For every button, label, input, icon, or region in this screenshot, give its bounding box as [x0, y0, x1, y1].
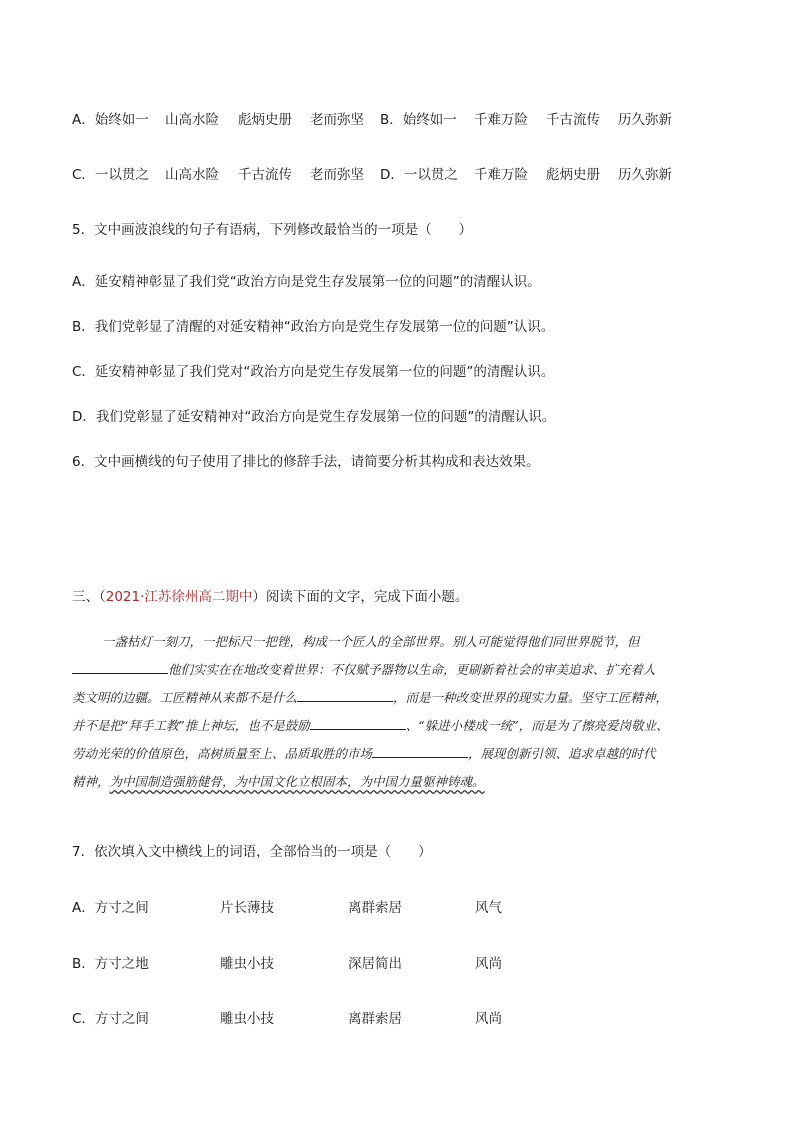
passage-text-6a: 精神，	[72, 774, 110, 789]
passage-line-3	[72, 688, 668, 706]
blank-2[interactable]	[297, 689, 393, 702]
q4-option-d-word3: 彪炳史册	[546, 167, 600, 183]
passage-text-2: 他们实实在在地改变着世界：不仅赋予器物以生命，更刷新着社会的审美追求、扩充着人	[168, 662, 656, 677]
passage-line-1	[102, 632, 640, 650]
passage-text-5a: 劳动光荣的价值原色，高树质量至上、品质取胜的市场	[72, 746, 373, 761]
q4-option-a-word4: 老而弥坚	[310, 112, 364, 128]
passage-text-3a: 类文明的边疆。工匠精神从来都不是什么	[72, 690, 298, 705]
blank-4[interactable]	[372, 745, 468, 758]
q5-stem: 5．文中画波浪线的句子有语病，下列修改最恰当的一项是（ ）	[72, 222, 473, 238]
passage-line-2	[72, 660, 656, 678]
passage-text-4b: 、“躲进小楼成一统”，而是为了擦亮爱岗敬业、	[405, 718, 669, 733]
q7-option-c-word4: 风尚	[475, 1011, 502, 1027]
passage-line-5	[72, 744, 656, 762]
q4-option-c-label: C．一以贯之	[72, 167, 149, 183]
q4-option-a-label: A．始终如一	[72, 112, 149, 128]
q7-option-b-label: B．方寸之地	[72, 956, 149, 972]
section3-heading	[72, 585, 468, 605]
q7-option-c-label: C．方寸之间	[72, 1011, 149, 1027]
passage-text-1: 一盏枯灯一刻刀，一把标尺一把锉，构成一个匠人的全部世界。别人可能觉得他们同世界脱节，但	[102, 634, 640, 649]
q5-option-d: D．我们党彰显了延安精神对“政治方向是党生存发展第一位的问题”的清醒认识。	[72, 409, 556, 425]
q4-option-b-word4: 历久弥新	[618, 112, 672, 128]
section3-prefix: 三、（	[72, 589, 106, 605]
q4-option-b-label: B．始终如一	[380, 112, 457, 128]
passage-line-6	[72, 772, 485, 790]
q4-option-a-word2: 山高水险	[165, 112, 219, 128]
passage-text-4a: 并不是把“拜手工教”推上神坛，也不是鼓励	[72, 718, 310, 733]
q5-option-a: A．延安精神彰显了我们党“政治方向是党生存发展第一位的问题”的清醒认识。	[72, 274, 541, 290]
q7-option-b-word3: 深居简出	[348, 956, 402, 972]
q5-option-b: B．我们党彰显了清醒的对延安精神“政治方向是党生存发展第一位的问题”认识。	[72, 319, 555, 335]
q4-option-c-word2: 山高水险	[165, 167, 219, 183]
q7-option-c-word3: 离群索居	[348, 1011, 402, 1027]
q4-option-d-label: D．一以贯之	[380, 167, 458, 183]
q7-stem: 7．依次填入文中横线上的词语，全部恰当的一项是（ ）	[72, 844, 432, 860]
passage-text-3b: ，而是一种改变世界的现实力量。坚守工匠精神，	[393, 690, 669, 705]
blank-3[interactable]	[310, 717, 406, 730]
q7-option-b-word4: 风尚	[475, 956, 502, 972]
q7-option-a-word2: 片长薄技	[220, 900, 274, 916]
q4-option-b-word2: 千难万险	[474, 112, 528, 128]
q4-option-d-word2: 千难万险	[474, 167, 528, 183]
q4-option-c-word4: 老而弥坚	[310, 167, 364, 183]
q7-option-a-word4: 风气	[475, 900, 502, 916]
q4-option-b-word3: 千古流传	[546, 112, 600, 128]
q6-stem: 6．文中画横线的句子使用了排比的修辞手法，请简要分析其构成和表达效果。	[72, 454, 540, 470]
q5-option-c: C．延安精神彰显了我们党对“政治方向是党生存发展第一位的问题”的清醒认识。	[72, 364, 555, 380]
section3-source: 2021·江苏徐州高二期中	[105, 589, 253, 605]
q4-option-d-word4: 历久弥新	[618, 167, 672, 183]
passage-text-5b: ，展现创新引领、追求卓越的时代	[468, 746, 656, 761]
q4-option-c-word3: 千古流传	[238, 167, 292, 183]
q7-option-a-label: A．方寸之间	[72, 900, 149, 916]
passage-line-4	[72, 716, 669, 734]
q7-option-c-word2: 雕虫小技	[220, 1011, 274, 1027]
q7-option-a-word3: 离群索居	[348, 900, 402, 916]
reading-passage	[72, 632, 732, 812]
section3-suffix: ）阅读下面的文字，完成下面小题。	[252, 589, 469, 605]
blank-1[interactable]	[72, 661, 168, 674]
q7-option-b-word2: 雕虫小技	[220, 956, 274, 972]
passage-wavy-sentence: 为中国制造强筋健骨，为中国文化立根固本，为中国力量躯神铸魂。	[109, 774, 485, 789]
q4-option-a-word3: 彪炳史册	[238, 112, 292, 128]
